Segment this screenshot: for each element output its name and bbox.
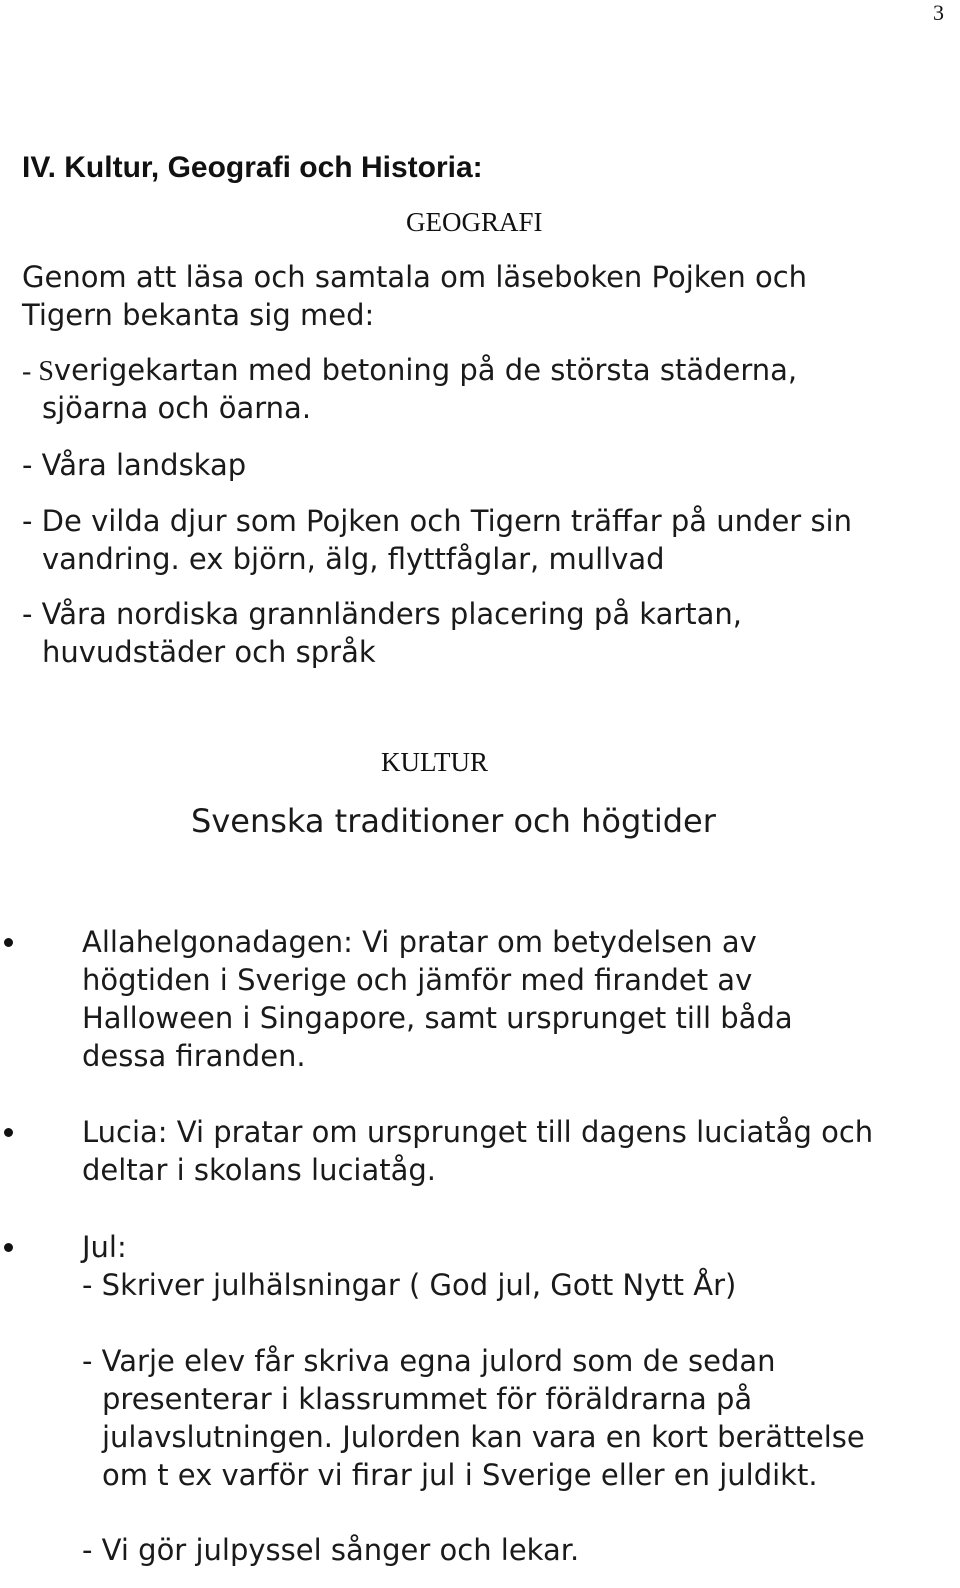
bullet-icon [4, 938, 13, 947]
kultur-bullet-3-line-1: Jul: [82, 1230, 127, 1264]
jul-last-item: - Vi gör julpyssel sånger och lekar. [82, 1533, 580, 1567]
kultur-bullet-1-line-2: högtiden i Sverige och jämför med firandet av [82, 963, 753, 997]
geografi-item-1-text: verigekartan med betoning på de största städerna, [53, 353, 798, 387]
geografi-intro-line-2: Tigern bekanta sig med: [22, 298, 375, 332]
geografi-item-4-line-2: huvudstäder och språk [42, 635, 376, 669]
geografi-item-1-dash: - S [22, 356, 54, 387]
jul-sub-item-line-4: om t ex varför vi firar jul i Sverige eller en juldikt. [102, 1458, 818, 1492]
page-number: 3 [933, 0, 944, 25]
bullet-icon [4, 1243, 13, 1252]
kultur-bullet-1-line-1: Allahelgonadagen: Vi pratar om betydelsen av [82, 925, 757, 959]
geografi-item-3-line-2: vandring. ex björn, älg, flyttfåglar, mullvad [42, 542, 665, 576]
section-heading: IV. Kultur, Geografi och Historia: [22, 151, 483, 184]
kultur-title: KULTUR [381, 747, 489, 777]
kultur-bullet-3-line-2: - Skriver julhälsningar ( God jul, Gott Nytt År) [82, 1268, 737, 1302]
geografi-item-4-line-1: - Våra nordiska grannländers placering på kartan, [22, 597, 743, 631]
bullet-icon [4, 1128, 13, 1137]
geografi-title: GEOGRAFI [406, 207, 543, 237]
kultur-bullet-2-line-1: Lucia: Vi pratar om ursprunget till dagens luciatåg och [82, 1115, 874, 1149]
kultur-bullet-2-line-2: deltar i skolans luciatåg. [82, 1153, 436, 1187]
geografi-item-1-line-1 [22, 351, 797, 391]
geografi-item-2: - Våra landskap [22, 448, 247, 482]
geografi-item-3-line-1: - De vilda djur som Pojken och Tigern träffar på under sin [22, 504, 852, 538]
jul-sub-item-line-2: presenterar i klassrummet för föräldrarna på [102, 1382, 753, 1416]
geografi-item-1-line-2: sjöarna och öarna. [42, 391, 312, 425]
kultur-subtitle: Svenska traditioner och högtider [191, 802, 716, 840]
jul-sub-item-line-1: - Varje elev får skriva egna julord som de sedan [82, 1344, 776, 1378]
geografi-intro-line-1: Genom att läsa och samtala om läseboken Pojken och [22, 260, 808, 294]
kultur-bullet-1-line-4: dessa firanden. [82, 1039, 306, 1073]
jul-sub-item-line-3: julavslutningen. Julorden kan vara en kort berättelse [102, 1420, 865, 1454]
kultur-bullet-1-line-3: Halloween i Singapore, samt ursprunget till båda [82, 1001, 793, 1035]
